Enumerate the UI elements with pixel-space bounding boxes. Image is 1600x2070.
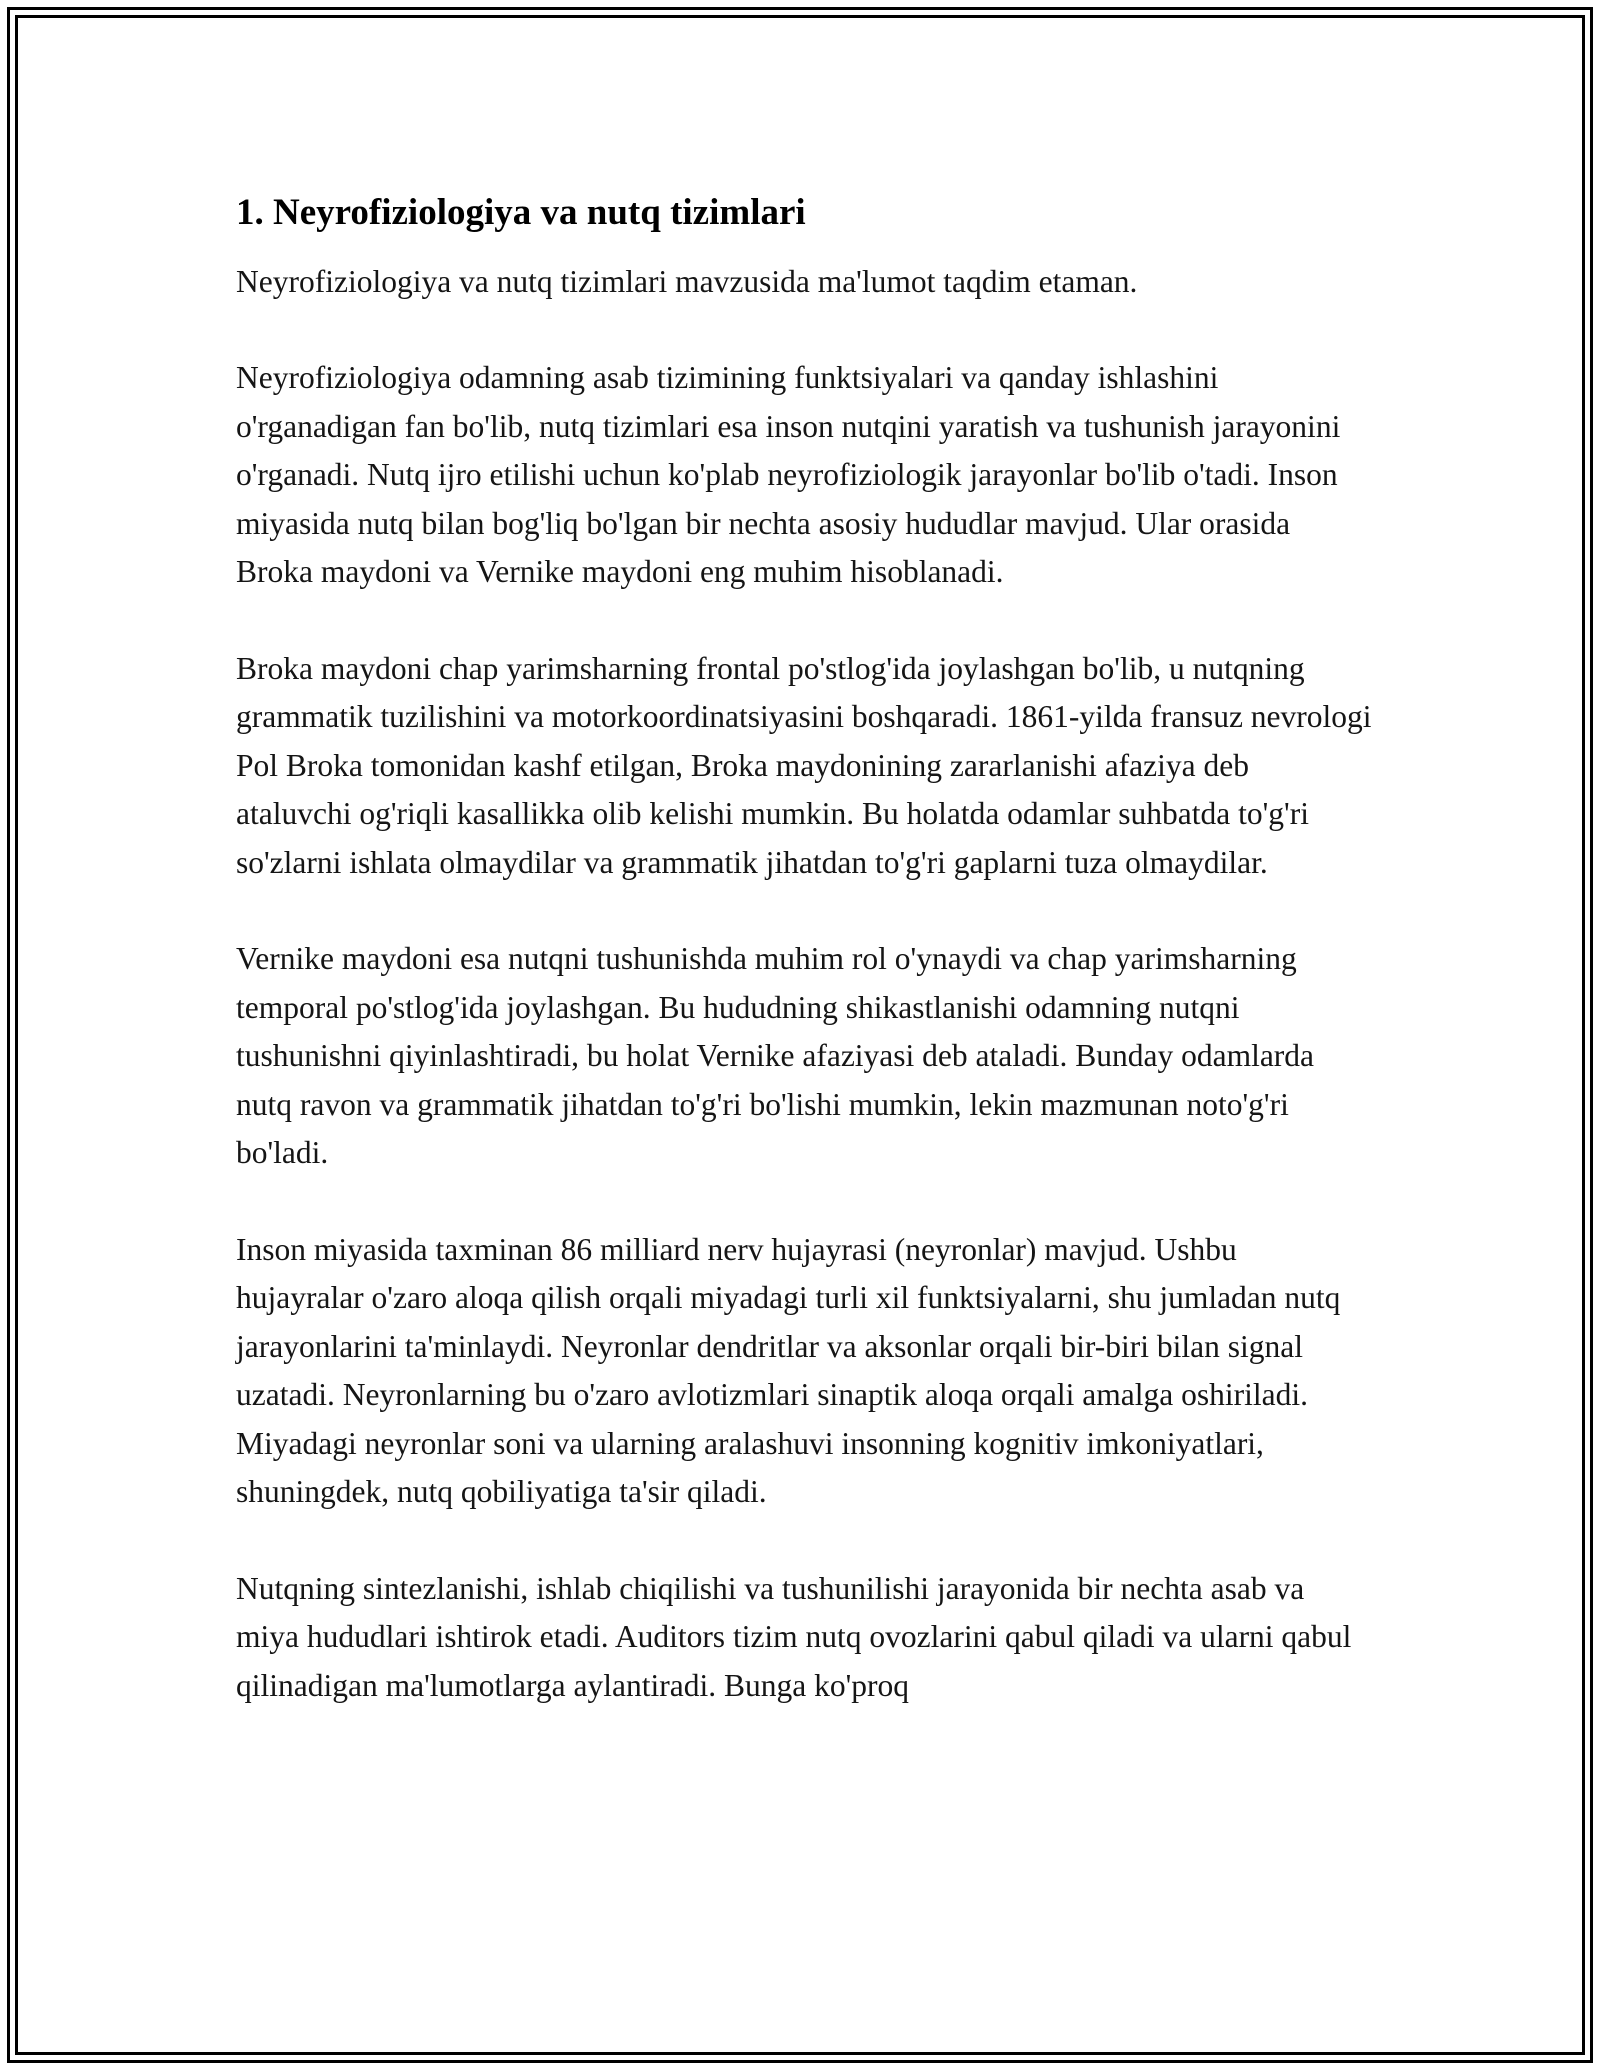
paragraph-neurophysiology: Neyrofiziologiya odamning asab tizimining funktsiyalari va qanday ishlashini o'rganadigan fan bo'lib, nutq tizimlari esa inson nutqini yaratish va tushunish jarayonini o'rganadi. Nutq ijro etilishi uchun ko'plab neyrofiziologik jarayonlar bo'lib o'tadi. Inson miyasida nutq bilan bog'liq bo'lgan bir nechta asosiy hududlar mavjud. Ular orasida Broka maydoni va Vernike maydoni eng muhim hisoblanadi. xyxy=(236,360,1341,590)
document-body xyxy=(236,186,1372,1758)
paragraph-speech-synthesis: Nutqning sintezlanishi, ishlab chiqilishi va tushunilishi jarayonida bir nechta asab va miya hududlari ishtirok etadi. Auditors tizim nutq ovozlarini qabul qiladi va ularni qabul qilinadigan ma'lumotlarga aylantiradi. Bunga ko'proq xyxy=(236,1570,1352,1703)
document-title: 1. Neyrofiziologiya va nutq tizimlari xyxy=(236,192,806,233)
paragraph-broca-area: Broka maydoni chap yarimsharning frontal po'stlog'ida joylashgan bo'lib, u nutqning grammatik tuzilishini va motorkoordinatsiyasini boshqaradi. 1861-yilda fransuz nevrologi Pol Broka tomonidan kashf etilgan, Broka maydonining zararlanishi afaziya deb ataluvchi og'riqli kasallikka olib kelishi mumkin. Bu holatda odamlar suhbatda to'g'ri so'zlarni ishlata olmaydilar va grammatik jihatdan to'g'ri gaplarni tuza olmaydilar. xyxy=(236,650,1372,880)
paragraph-intro: Neyrofiziologiya va nutq tizimlari mavzusida ma'lumot taqdim etaman. xyxy=(236,263,1138,299)
paragraph-wernicke-area: Vernike maydoni esa nutqni tushunishda muhim rol o'ynaydi va chap yarimsharning temporal po'stlog'ida joylashgan. Bu hududning shikastlanishi odamning nutqni tushunishni qiyinlashtiradi, bu holat Vernike afaziyasi deb ataladi. Bunday odamlarda nutq ravon va grammatik jihatdan to'g'ri bo'lishi mumkin, lekin mazmunan noto'g'ri bo'ladi. xyxy=(236,941,1315,1171)
paragraph-neurons: Inson miyasida taxminan 86 milliard nerv hujayrasi (neyronlar) mavjud. Ushbu hujayralar o'zaro aloqa qilish orqali miyadagi turli xil funktsiyalarni, shu jumladan nutq jarayonlarini ta'minlaydi. Neyronlar dendritlar va aksonlar orqali bir-biri bilan signal uzatadi. Neyronlarning bu o'zaro avlotizmlari sinaptik aloqa orqali amalga oshiriladi. Miyadagi neyronlar soni va ularning aralashuvi insonning kognitiv imkoniyatlari, shuningdek, nutq qobiliyatiga ta'sir qiladi. xyxy=(236,1231,1341,1510)
